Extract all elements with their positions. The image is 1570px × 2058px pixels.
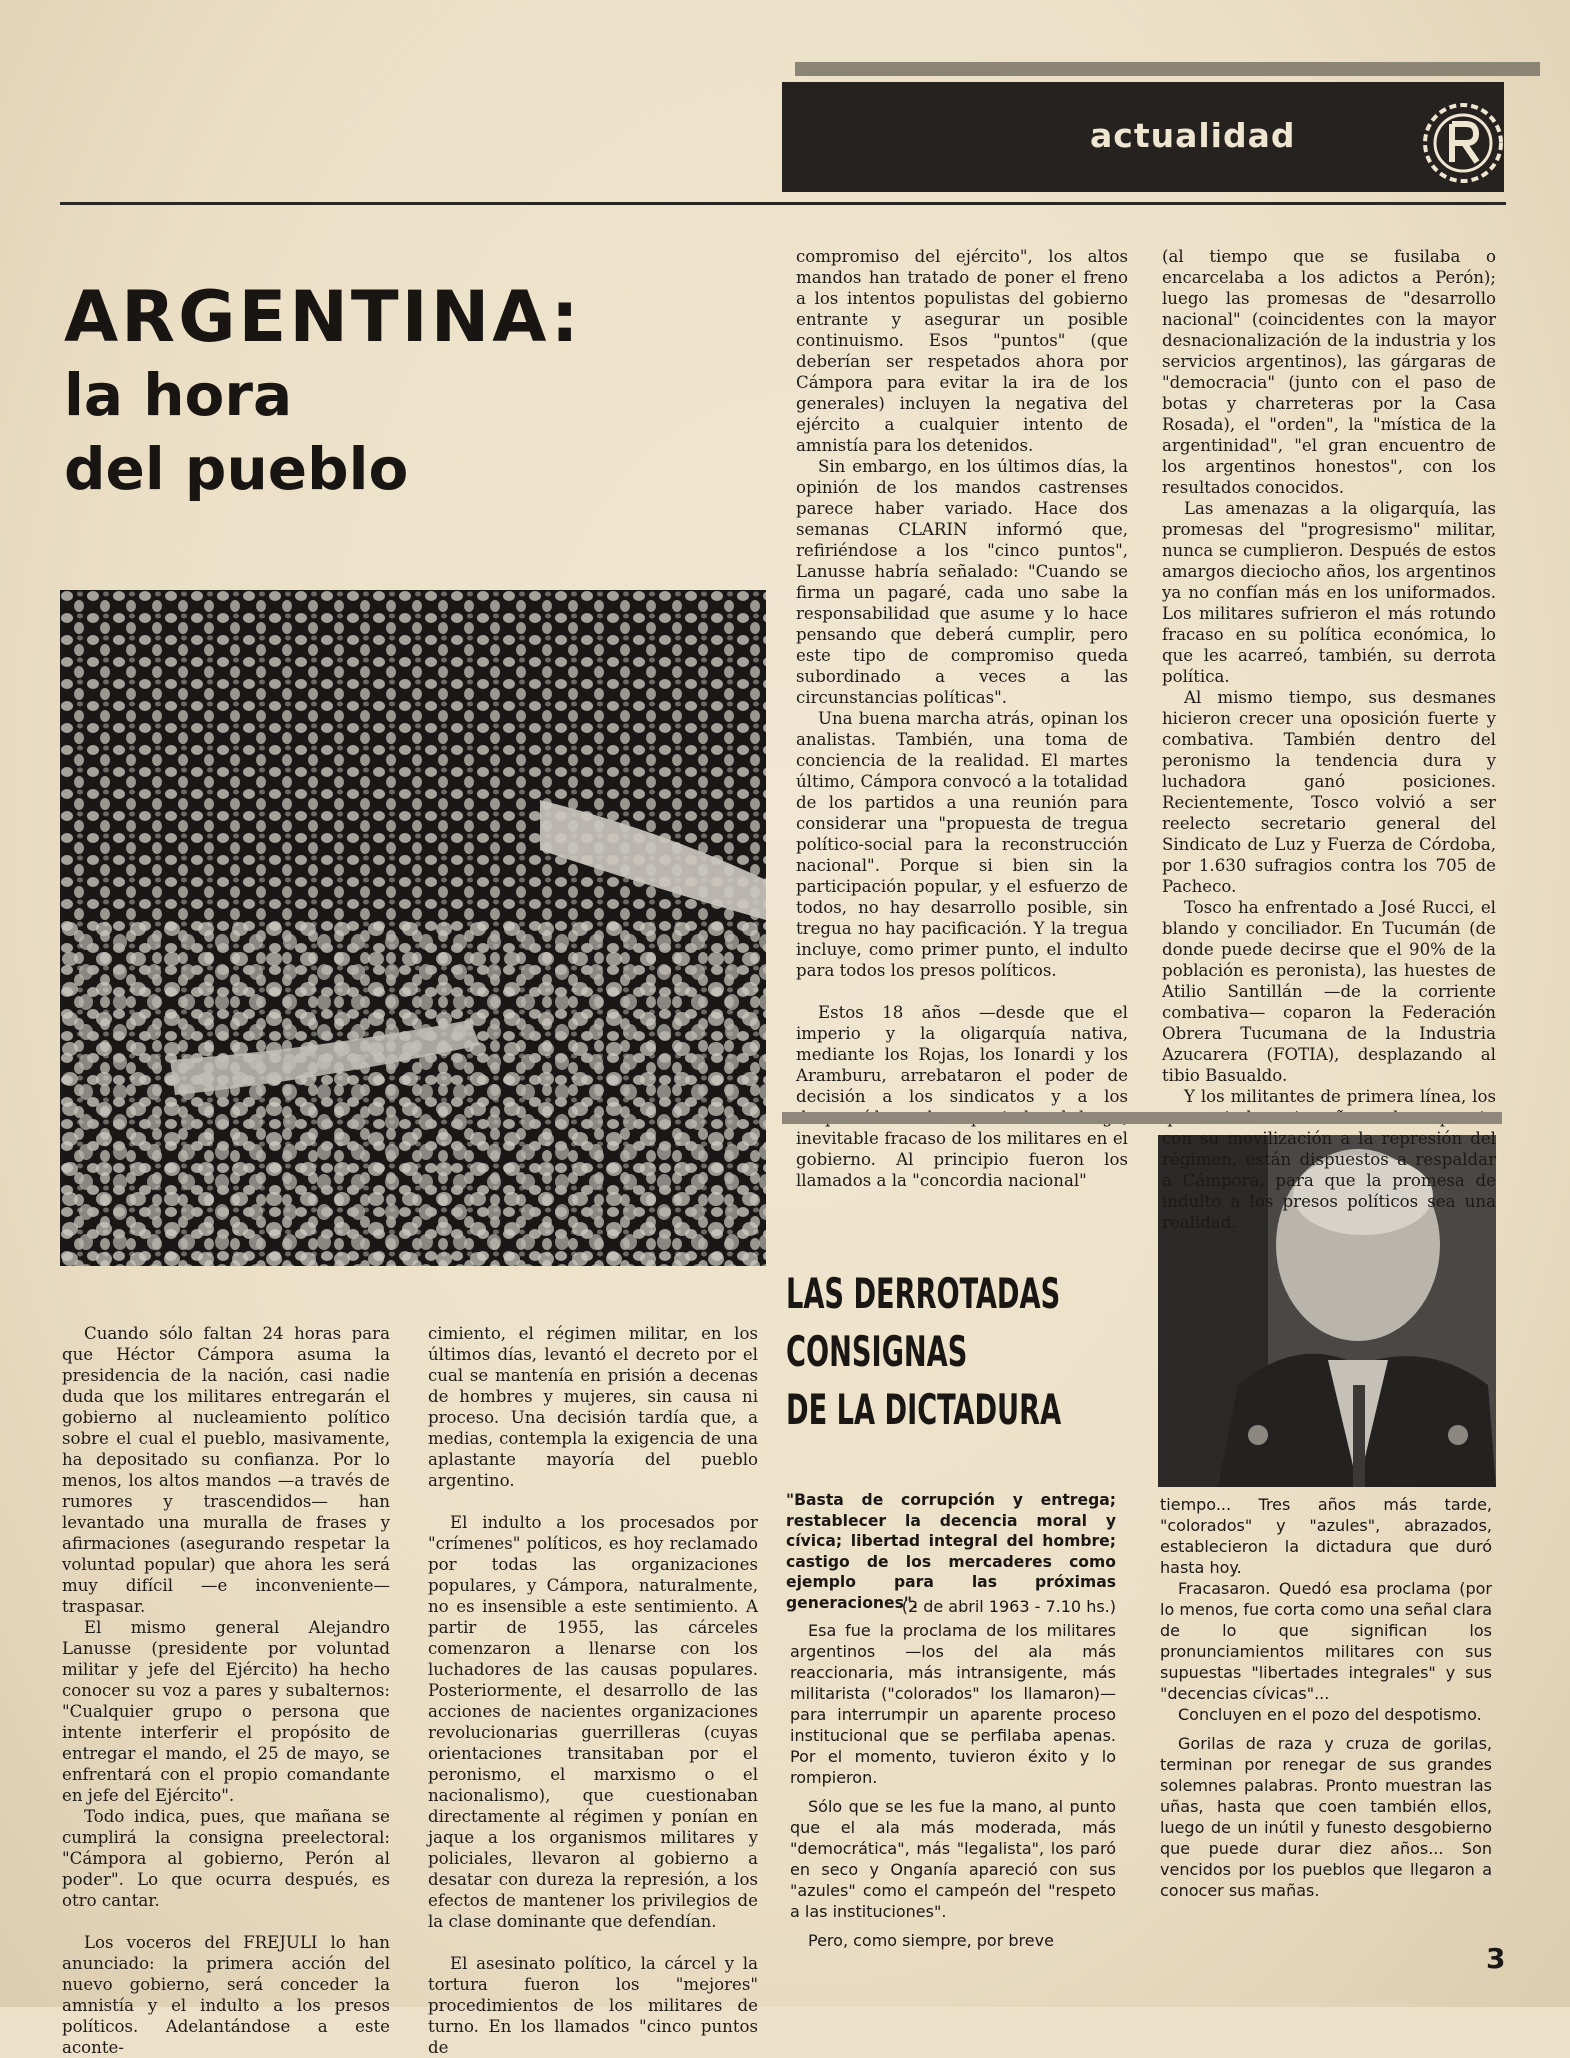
page-number: 3: [1486, 1942, 1506, 1975]
sidebar-headline-line-1: LAS DERROTADAS: [786, 1269, 1061, 1318]
section-label: actualidad: [1090, 116, 1296, 155]
paragraph: Sólo que se les fue la mano, al punto que el ala más moderada, más "democrática", más "legalista", los paró en seco y Onganía apareció con sus "azules" como el campeón del "respeto a las instituciones".: [790, 1797, 1116, 1921]
top-rule: [60, 202, 1506, 205]
paragraph: Concluyen en el pozo del despotismo.: [1178, 1705, 1482, 1724]
paragraph: Esa fue la proclama de los militares argentinos —los del ala más reaccionaria, más intransigente, más militarista ("colorados" los llamaron)— para interrumpir un aparente proceso institucional que se perfilaba apenas. Por el momento, tuvieron éxito y lo rompieron.: [790, 1621, 1116, 1787]
paragraph: Todo indica, pues, que mañana se cumplirá la consigna preelectoral: "Cámpora al gobierno, Perón al poder". Lo que ocurra después, es otro cantar.: [62, 1807, 390, 1910]
paragraph: Estos 18 años —desde que el imperio y la oligarquía nativa, mediante los Rojas, los Ionardi y los Aramburu, arrebataron el poder de decisión a los sindicatos y a los inevitable fracaso de los militares en el gobierno. Al principio fueron los llamados a la "concordia nacional": [796, 1003, 1128, 1190]
crowd-photo: [60, 590, 766, 1266]
paragraph: Al mismo tiempo, sus desmanes hicieron crecer una oposición fuerte y combativa. También dentro del peronismo la tendencia dura y luchadora ganó posiciones. Recientemente, Tosco volvió a ser reelecto secretario general del Sindicato de Luz y Fuerza de Córdoba, por 1.630 sufragios contra los 705 de Pacheco.: [1162, 688, 1496, 896]
headline-line-1: ARGENTINA:: [64, 276, 582, 358]
paragraph: (al tiempo que se fusilaba o encarcelaba a los adictos a Perón); luego las promesas de "desarrollo nacional" (coincidentes con la mayor desnacionalización de la industria y los servicios argentinos), las gárgaras de "democracia" (junto con el paso de botas y charreteras por la Casa Rosada), el "orden", la "mística de la argentinidad", "el gran encuentro de los argentinos honestos", con los resultados conocidos.: [1162, 247, 1496, 497]
paragraph: El mismo general Alejandro Lanusse (presidente por voluntad militar y jefe del Ejército) ha hecho conocer su voz a pares y subalternos: "Cualquier grupo o persona que intente interferir el propósito de entregar el mando, el 25 de mayo, se enfrentará con el propio comandante en jefe del Ejército".: [62, 1618, 390, 1805]
paragraph: Cuando sólo faltan 24 horas para que Héctor Cámpora asuma la presidencia de la nación, casi nadie duda que los militares entregarán el gobierno al nucleamiento político sobre el cual el pueblo, masivamente, ha depositado su confianza. Por lo menos, los altos mandos —a través de rumores y trascendidos— han levantado una muralla de frases y afirmaciones (asegurando respetar la voluntad popular) que ahora les será muy difícil —e inconveniente— traspasar.: [62, 1324, 390, 1616]
headline-line-3: del pueblo: [64, 435, 409, 503]
headline-line-2: la hora: [64, 361, 293, 429]
article-col-right-top: [1162, 246, 1496, 1233]
paragraph: El asesinato político, la cárcel y la tortura fueron los "mejores" procedimientos de los militares de turno. En los llamados "cinco puntos de: [428, 1954, 758, 2057]
sidebar-headline-line-3: DE LA DICTADURA: [786, 1385, 1062, 1434]
paragraph: Pero, como siempre, por breve: [808, 1931, 1054, 1950]
paragraph: Fracasaron. Quedó esa proclama (por lo menos, fue corta como una señal clara de lo que significan los pronunciamientos militares con sus supuestas "libertades integrales" y sus "decencias cívicas"...: [1160, 1579, 1492, 1703]
sidebar-rule: [782, 1112, 1502, 1124]
paragraph: Sin embargo, en los últimos días, la opinión de los mandos castrenses parece haber variado. Hace dos semanas CLARIN informó que, refiriéndose a los "cinco puntos", Lanusse habría señalado: "Cuando se firma un pagaré, cada uno sabe la responsabilidad que asume y lo hace pensando que deberá cumplir, pero este tipo de compromiso queda subordinado a veces a las circunstancias políticas".: [796, 457, 1128, 707]
header-shadow-bar: [795, 62, 1540, 76]
main-headline: [64, 276, 582, 510]
paragraph: El indulto a los procesados por "crímenes" políticos, es hoy reclamado por todas las organizaciones populares, y Cámpora, naturalmente, no es insensible a este sentimiento. A partir de 1955, las cárceles comenzaron a llenarse con los luchadores de las causas populares. Posteriormente, el desarrollo de las acciones de nacientes organizaciones revolucionarias guerrilleras (cuyas orientaciones transitaban por el peronismo, el marxismo o el nacionalismo), que cuestionaban directamente al régimen y ponían en jaque a los organismos militares y policiales, llevaron al gobierno a desatar con dureza la represión, a los efectos de mantener los privilegios de la clase dominante que defendían.: [428, 1513, 758, 1931]
paragraph: Los voceros del FREJULI lo han anunciado: la primera acción del nuevo gobierno, será conceder la amnistía y el indulto a los presos políticos. Adelantándose a este aconte-: [62, 1933, 390, 2057]
article-col-left-bottom: [62, 1323, 390, 2058]
sidebar-headline-line-2: CONSIGNAS: [786, 1327, 968, 1376]
paragraph: Las amenazas a la oligarquía, las promesas del "progresismo" militar, nunca se cumplieron. Después de estos amargos dieciocho años, los argentinos ya no confían más en los uniformados. Los militares sufrieron el más rotundo fracaso en su política económica, lo que les acarreó, también, su derrota política.: [1162, 499, 1496, 686]
paragraph: cimiento, el régimen militar, en los últimos días, levantó el decreto por el cual se mantenía en prisión a decenas de hombres y mujeres, sin causa ni proceso. Una decisión tardía que, a medias, contempla la exigencia de una aplastante mayoría del pueblo argentino.: [428, 1324, 758, 1490]
sidebar-headline: [786, 1265, 1061, 1439]
paragraph: Tosco ha enfrentado a José Rucci, el blando y conciliador. En Tucumán (de donde puede decirse que el 90% de la población es peronista), las huestes de Atilio Santillán —de la corriente combativa— coparon la Federación Obrera Tucumana de la Industria Azucarera (FOTIA), desplazando al tibio Basualdo.: [1162, 898, 1496, 1085]
paragraph: Gorilas de raza y cruza de gorilas, terminan por renegar de sus grandes solemnes palabras. Pronto muestran las uñas, hasta que coen también ellos, luego de un inútil y funesto desgobierno que puede durar diez años... Son vencidos por los pueblos que llegaron a conocer sus mañas.: [1160, 1734, 1492, 1900]
paragraph: compromiso del ejército", los altos mandos han tratado de poner el freno a los intentos populistas del gobierno entrante y asegurar un posible continuismo. Esos "puntos" (que deberían ser respetados ahora por Cámpora para evitar la ira de los generales) incluyen la negativa del ejército a cualquier intento de amnistía para los detenidos.: [796, 247, 1128, 455]
article-col-middle-bottom: [428, 1323, 758, 2058]
sidebar-col-1: [790, 1620, 1116, 1951]
sidebar-lead-quote: "Basta de corrupción y entrega; restablecer la decencia moral y cívica; libertad integral del hombre; castigo de los mercaderes como ejemplo para las próximas generaciones".: [786, 1491, 1116, 1612]
magazine-logo: [1420, 100, 1506, 186]
paragraph: Una buena marcha atrás, opinan los analistas. También, una toma de conciencia de la realidad. El martes último, Cámpora convocó a la totalidad de los partidos a una reunión para considerar una "propuesta de tregua político-social para la reconstrucción nacional". Porque si bien sin la participación popular, y el esfuerzo de todos, no hay desarrollo posible, sin tregua no hay pacificación. Y la tregua incluye, como primer punto, el indulto para todos los presos políticos.: [796, 709, 1128, 980]
sidebar-dateline: (2 de abril 1963 - 7.10 hs.): [901, 1597, 1116, 1616]
sidebar-col-2: [1160, 1494, 1492, 1901]
article-col-center-top: [796, 246, 1128, 1191]
paragraph: Y los militantes de primera línea, los con su movilización a la represión del régimen, están dispuestos a respaldar a Cámpora, para que la promesa de indulto a los presos políticos sea una realidad.: [1162, 1087, 1496, 1232]
paragraph: tiempo... Tres años más tarde, "colorados" y "azules", abrazados, establecieron la dictadura que duró hasta hoy.: [1160, 1495, 1492, 1577]
